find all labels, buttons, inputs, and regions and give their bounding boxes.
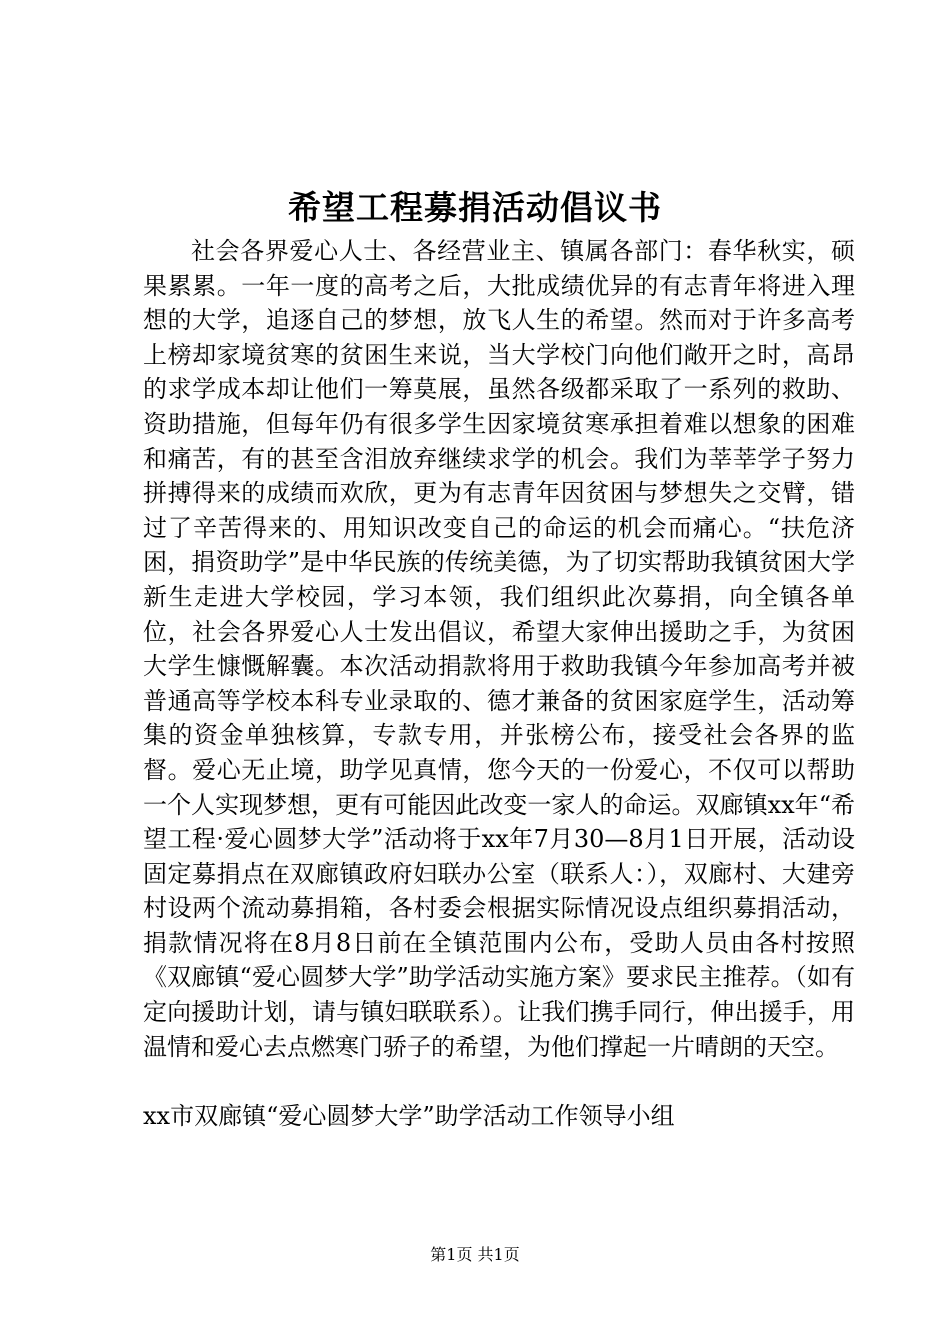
body-paragraph: 社会各界爱心人士、各经营业主、镇属各部门：春华秋实，硕果累累。一年一度的高考之后，大批成绩优异的有志青年将进入理想的大学，追逐自己的梦想，放飞人生的希望。然而对于许多高考上榜却家境贫寒的贫困生来说，当大学校门向他们敞开之时，高昂的求学成本却让他们一筹莫展，虽然各级都采取了一系列的救助、资助措施，但每年仍有很多学生因家境贫寒承担着难以想象的困难和痛苦，有的甚至含泪放弃继续求学的机会。我们为莘莘学子努力拼搏得来的成绩而欢欣，更为有志青年因贫困与梦想失之交臂，错过了辛苦得来的、用知识改变自己的命运的机会而痛心。“扶危济困，捐资助学”是中华民族的传统美德，为了切实帮助我镇贫困大学新生走进大学校园，学习本领，我们组织此次募捐，向全镇各单位，社会各界爱心人士发出倡议，希望大家伸出援助之手，为贫困大学生慷慨解囊。本次活动捐款将用于救助我镇今年参加高考并被普通高等学校本科专业录取的、德才兼备的贫困家庭学生，活动筹集的资金单独核算，专款专用，并张榜公布，接受社会各界的监督。爱心无止境，助学见真情，您今天的一份爱心，不仅可以帮助一个人实现梦想，更有可能因此改变一家人的命运。双廊镇xx年“希望工程·爱心圆梦大学”活动将于xx年7月30—8月1日开展，活动设固定募捐点在双廊镇政府妇联办公室（联系人：），双廊村、大建旁村设两个流动募捐箱，各村委会根据实际情况设点组织募捐活动，捐款情况将在8月8日前在全镇范围内公布，受助人员由各村按照《双廊镇“爱心圆梦大学”助学活动实施方案》要求民主推荐。（如有定向援助计划，请与镇妇联联系）。让我们携手同行，伸出援手，用温情和爱心去点燃寒门骄子的希望，为他们撑起一片晴朗的天空。 <box>143 237 855 1061</box>
page-footer: 第1页 共1页 <box>430 1245 520 1264</box>
document-title: 希望工程募捐活动倡议书 <box>288 188 662 227</box>
signature-line: xx市双廊镇“爱心圆梦大学”助学活动工作领导小组 <box>143 1102 675 1130</box>
